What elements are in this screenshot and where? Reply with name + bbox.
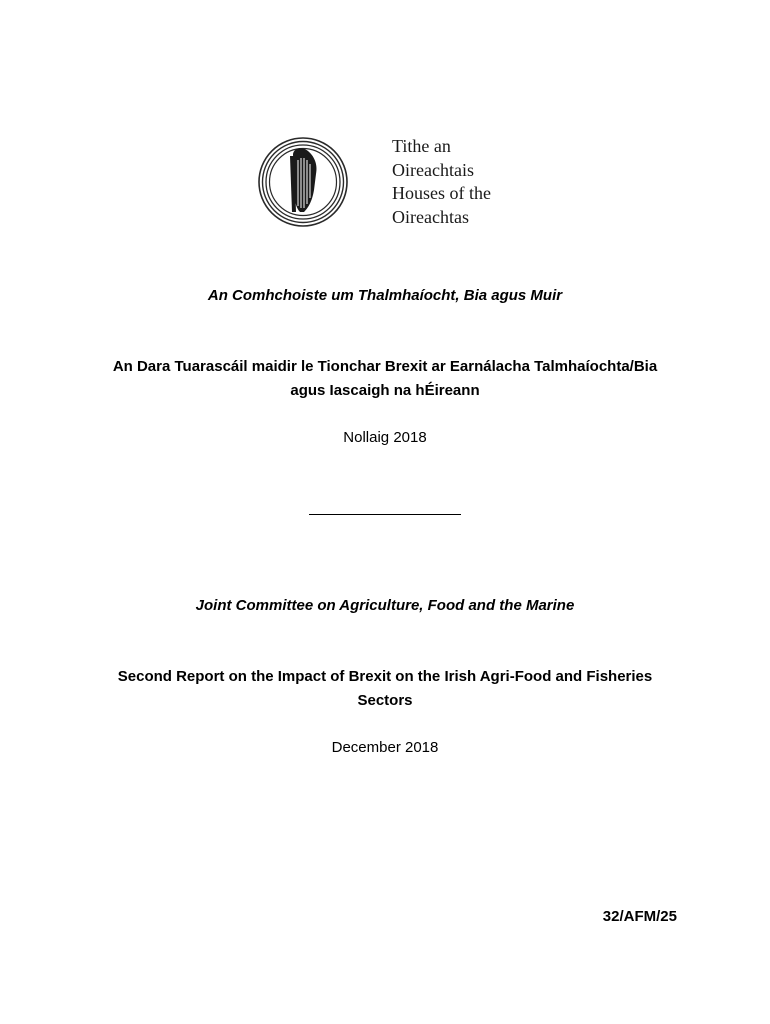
english-report-date: December 2018 (331, 739, 439, 756)
harp-emblem-icon (256, 134, 356, 230)
logo-wordmark (392, 135, 491, 229)
report-reference-number: 32/AFM/25 (602, 908, 677, 925)
irish-report-title-line-1: An Dara Tuarascáil maidir le Tionchar Brexit ar Earnálacha Talmhaíochta/Bia (112, 358, 658, 375)
irish-report-title-line-2: agus Iascaigh na hÉireann (290, 382, 480, 399)
logo-line-1: Tithe an (392, 136, 451, 156)
logo-line-3: Houses of the (392, 183, 491, 203)
irish-report-date: Nollaig 2018 (343, 429, 427, 446)
english-report-title-line-2: Sectors (357, 692, 413, 709)
section-divider (309, 514, 461, 515)
logo-line-4: Oireachtas (392, 206, 469, 227)
english-committee-name: Joint Committee on Agriculture, Food and the Marine (195, 597, 575, 614)
houses-of-the-oireachtas-logo (256, 134, 496, 230)
english-report-title-line-1: Second Report on the Impact of Brexit on the Irish Agri-Food and Fisheries (117, 668, 653, 685)
logo-line-2: Oireachtais (392, 159, 474, 180)
irish-committee-name: An Comhchoiste um Thalmhaíocht, Bia agus Muir (207, 287, 563, 304)
